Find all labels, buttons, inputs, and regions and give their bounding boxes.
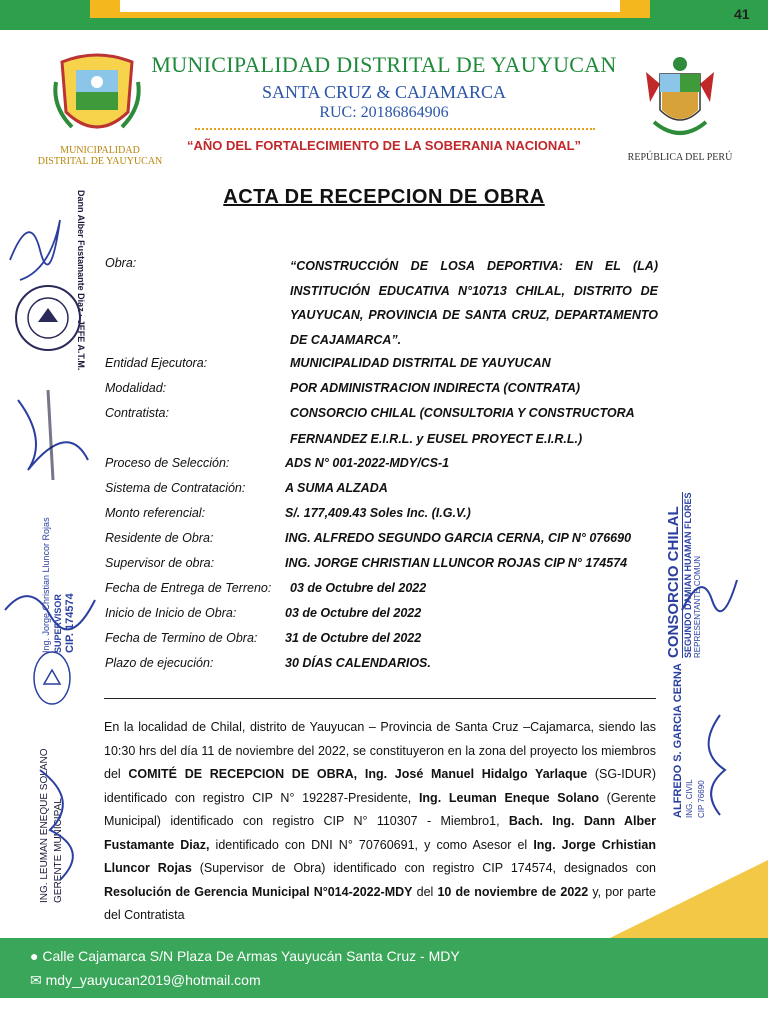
stamp-text: CIP 76690 — [697, 780, 706, 818]
para-bold: 10 de noviembre de 2022 — [437, 884, 589, 899]
signature-right-2 — [690, 710, 750, 820]
stamp-text: CIP. 174574 — [64, 593, 76, 653]
field-value: 30 DÍAS CALENDARIOS. — [285, 656, 431, 670]
field-value: MUNICIPALIDAD DISTRITAL DE YAUYUCAN — [290, 356, 551, 370]
municipal-logo-caption: MUNICIPALIDAD DISTRITAL DE YAUYUCAN — [37, 145, 163, 167]
para-text: y, por parte del Contratista — [104, 884, 656, 922]
footer-email — [30, 972, 261, 989]
field-value: 03 de Octubre del 2022 — [285, 606, 422, 620]
signature-left-2 — [8, 380, 98, 490]
signature-right-1 — [672, 560, 742, 630]
para-text: (Gerente Municipal) identificado con registro CIP N° 110307 - Miembro1, — [104, 790, 657, 828]
footer-address — [30, 948, 460, 964]
signature-left-3 — [0, 580, 100, 640]
peru-caption: REPÚBLICA DEL PERÚ — [627, 152, 733, 163]
header-divider — [195, 128, 595, 130]
footer-band — [0, 938, 768, 998]
field-label: Contratista: — [105, 406, 169, 420]
stamp-text: ING. CIVIL — [685, 779, 694, 818]
stamp-text: REPRESENTANTE COMUN — [693, 555, 702, 658]
stamp-text: ALFREDO S. GARCIA CERNA — [672, 663, 684, 818]
stamp-text: CONSORCIO CHILAL — [665, 506, 682, 658]
org-ruc: RUC: 20186864906 — [319, 104, 449, 121]
para-bold: COMITÉ DE RECEPCION DE OBRA, Ing. José Manuel Hidalgo Yarlaque — [128, 767, 588, 781]
field-label: Inicio de Inicio de Obra: — [105, 606, 237, 620]
para-text: del — [412, 884, 438, 899]
stamp-text: ING. LEUMAN ENEQUE SOLANO — [39, 748, 50, 903]
para-text: (SG-IDUR) identificado con registro CIP N° 192287-Presidente, — [104, 767, 656, 805]
para-text: (Supervisor de Obra) identificado con registro CIP 174574, designados con — [191, 861, 657, 875]
field-label: Supervisor de obra: — [105, 556, 215, 570]
field-label: Residente de Obra: — [105, 531, 214, 545]
field-value: A SUMA ALZADA — [285, 481, 388, 495]
field-label: Obra: — [105, 256, 137, 270]
location-pin-icon: ● — [30, 948, 39, 964]
field-label: Sistema de Contratación: — [105, 481, 246, 495]
stamp-text: SUPERVISOR — [53, 594, 63, 653]
document-title: ACTA DE RECEPCION DE OBRA — [223, 186, 545, 208]
section-divider — [104, 698, 656, 699]
para-text: En la localidad de Chilal, distrito de Yauyucan – Provincia de Santa Cruz –Cajamarca, siendo las 10:30 hrs del día 11 de noviembre del 2022, se constituyeron en la zona del proyecto los miembros del — [104, 720, 656, 781]
para-bold: Ing. Leuman Eneque Solano — [418, 790, 599, 805]
field-label: Proceso de Selección: — [105, 456, 230, 470]
stamp-text: Dann Alber Fustamante Diaz — [76, 190, 86, 312]
small-seal-left — [30, 648, 75, 708]
field-value: ING. ALFREDO SEGUNDO GARCIA CERNA, CIP N° 076690 — [285, 531, 632, 545]
footer-email-text: mdy_yauyucan2019@hotmail.com — [45, 972, 261, 988]
field-value: ADS N° 001-2022-MDY/CS-1 — [285, 456, 450, 470]
para-bold: Resolución de Gerencia Municipal N°014-2022-MDY — [104, 884, 413, 899]
field-label: Fecha de Termino de Obra: — [105, 631, 258, 645]
stamp-jefe-atm: Dann Alber Fustamante Diaz · JEFE A.T.M. — [76, 190, 86, 371]
field-label: Entidad Ejecutora: — [105, 356, 208, 370]
field-label: Fecha de Entrega de Terreno: — [105, 581, 272, 595]
field-value: CONSORCIO CHILAL (CONSULTORIA Y CONSTRUCTORA — [290, 406, 635, 420]
year-motto: “AÑO DEL FORTALECIMIENTO DE LA SOBERANIA NACIONAL” — [186, 138, 582, 153]
stamp-text: GERENTE MUNICIPAL — [53, 798, 64, 903]
para-text: identificado con DNI N° 70760691, y como Asesor el — [209, 837, 534, 852]
top-color-band — [0, 0, 768, 30]
field-value: S/. 177,409.43 Soles Inc. (I.G.V.) — [285, 506, 471, 520]
stamp-text: SEGUNDO DAMIAN HUAMAN FLORES — [683, 492, 693, 658]
para-bold: Bach. Ing. Dann Alber Fustamante Diaz, — [104, 814, 656, 852]
envelope-icon: ✉ — [30, 972, 42, 988]
round-seal-left — [12, 282, 84, 354]
field-value: ING. JORGE CHRISTIAN LLUNCOR ROJAS CIP N° 174574 — [285, 556, 628, 570]
field-value: 31 de Octubre del 2022 — [285, 631, 422, 645]
footer-bottom-margin — [0, 998, 768, 1024]
field-obra-value: “CONSTRUCCIÓN DE LOSA DEPORTIVA: EN EL (LA) INSTITUCIÓN EDUCATIVA N°10713 CHILAL, DISTRITO DE YAUYUCAN, PROVINCIA DE SANTA CRUZ, DEPARTAMENTO DE CAJAMARCA”. — [290, 259, 658, 347]
field-label: Monto referencial: — [105, 506, 206, 520]
field-label: Modalidad: — [105, 381, 167, 395]
org-name: MUNICIPALIDAD DISTRITAL DE YAUYUCAN — [151, 52, 617, 77]
field-value: 03 de Octubre del 2022 — [290, 581, 427, 595]
page-number: 41 — [734, 6, 750, 22]
field-value: FERNANDEZ E.I.R.L. y EUSEL PROYECT E.I.R.L.) — [290, 432, 583, 446]
body-paragraph — [104, 716, 656, 928]
signature-left-4 — [20, 760, 110, 890]
footer-address-text: Calle Cajamarca S/N Plaza De Armas Yauyucán Santa Cruz - MDY — [42, 948, 460, 964]
stamp-text: JEFE A.T.M. — [76, 319, 86, 371]
field-value: POR ADMINISTRACION INDIRECTA (CONTRATA) — [290, 381, 581, 395]
stamp-text: Ing. Jorge Christian Lluncor Rojas — [41, 517, 51, 653]
field-label: Plazo de ejecución: — [105, 656, 214, 670]
org-location: SANTA CRUZ & CAJAMARCA — [261, 82, 507, 102]
para-bold: Ing. Jorge Crhistian Lluncor Rojas — [104, 837, 656, 875]
